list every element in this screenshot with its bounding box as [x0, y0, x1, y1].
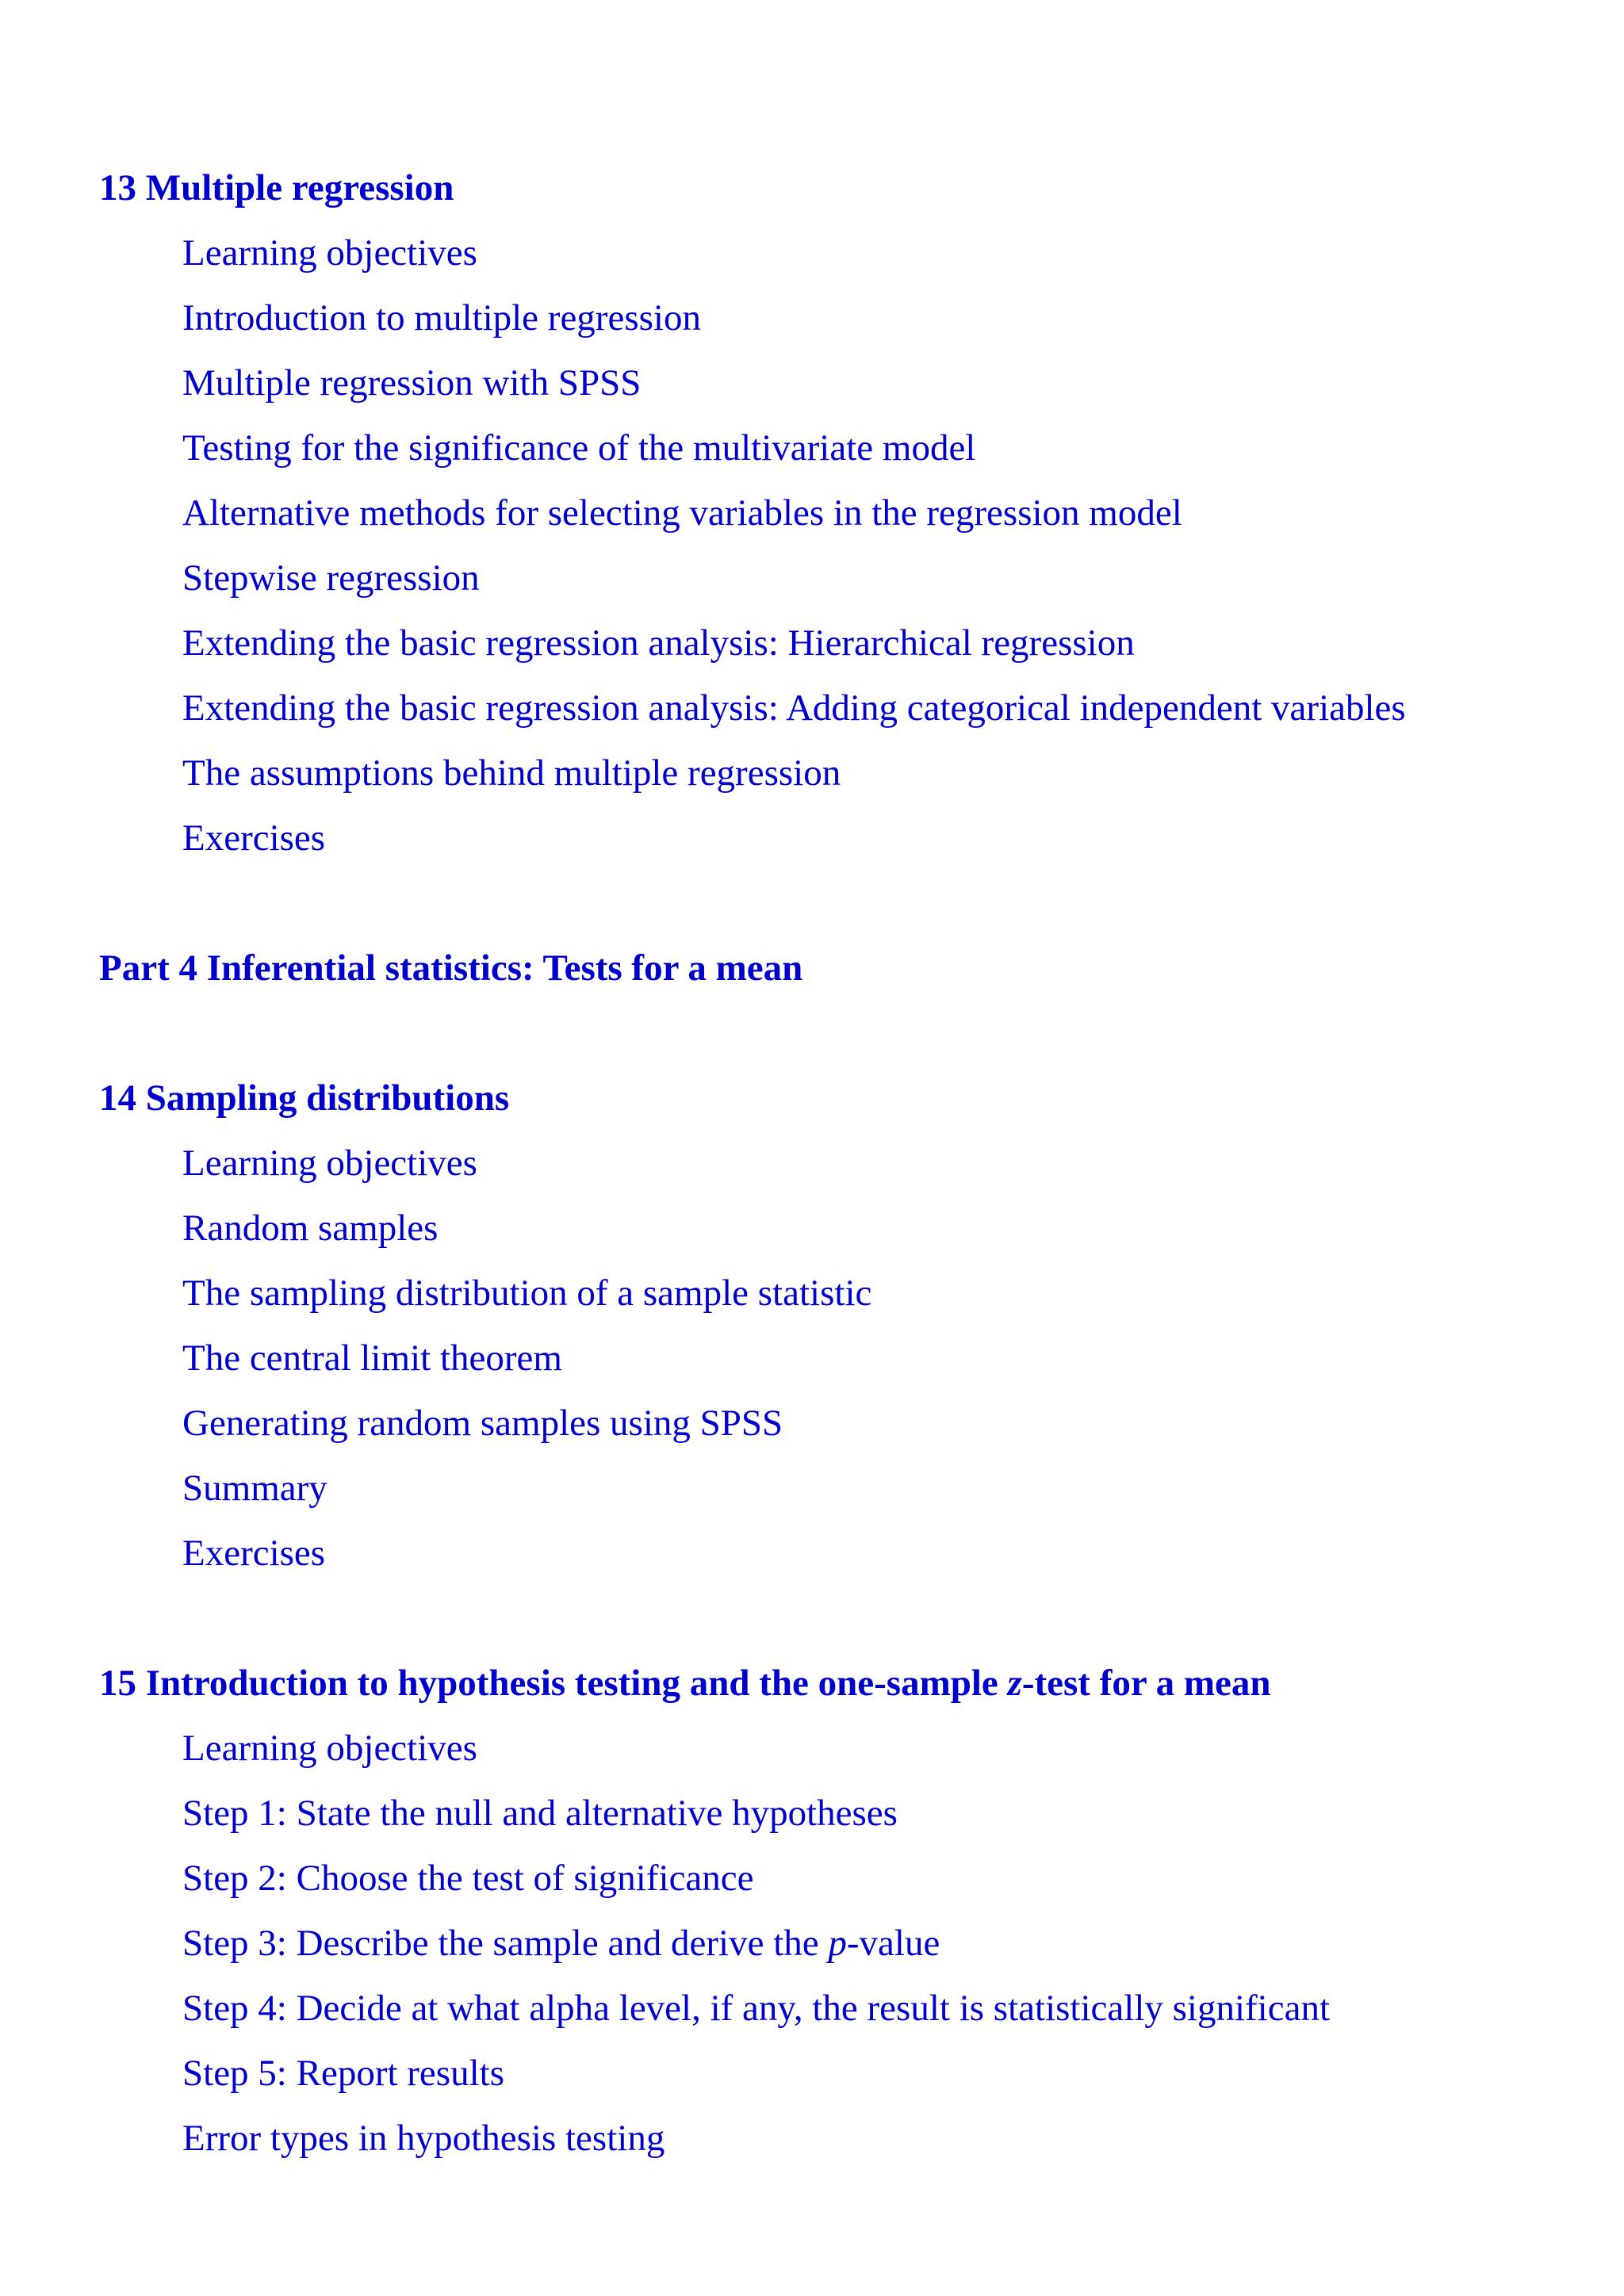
toc-entry[interactable]: Extending the basic regression analysis: Hierarchical regression	[182, 622, 1135, 664]
chapter-15-heading[interactable]	[99, 1651, 1590, 1716]
chapter-13-heading[interactable]: 13 Multiple regression	[99, 167, 454, 209]
toc-entry[interactable]: Step 4: Decide at what alpha level, if any, the result is statistically significant	[182, 1988, 1331, 2029]
toc-entry[interactable]: The central limit theorem	[182, 1337, 562, 1379]
toc-entry[interactable]: Step 2: Choose the test of significance	[182, 1858, 754, 1899]
toc-entry-step-3[interactable]	[99, 1911, 1590, 1976]
step-3-suffix: -value	[846, 1923, 940, 1964]
chapter-15-title-prefix: 15 Introduction to hypothesis testing and the one-sample	[99, 1663, 1008, 1704]
part-4-heading[interactable]: Part 4 Inferential statistics: Tests for a mean	[99, 947, 803, 989]
toc-entry[interactable]: Summary	[182, 1468, 327, 1509]
spacer	[99, 1586, 1590, 1651]
toc-entry[interactable]: Generating random samples using SPSS	[182, 1402, 783, 1444]
table-of-contents	[99, 155, 1590, 2171]
toc-entry[interactable]: The assumptions behind multiple regression	[182, 752, 841, 794]
toc-entry[interactable]: Step 1: State the null and alternative hypotheses	[182, 1793, 898, 1834]
toc-entry[interactable]: Introduction to multiple regression	[182, 297, 701, 339]
toc-entry[interactable]: Learning objectives	[182, 232, 477, 274]
chapter-14-heading[interactable]: 14 Sampling distributions	[99, 1077, 510, 1119]
toc-entry[interactable]: Step 5: Report results	[182, 2053, 504, 2094]
toc-entry[interactable]: Random samples	[182, 1207, 439, 1249]
toc-entry[interactable]: Multiple regression with SPSS	[182, 362, 642, 404]
toc-entry[interactable]: Stepwise regression	[182, 557, 480, 599]
toc-entry[interactable]: Testing for the significance of the multivariate model	[182, 427, 976, 469]
spacer	[99, 871, 1590, 936]
step-3-italic: p	[828, 1923, 847, 1964]
toc-entry[interactable]: Extending the basic regression analysis: Adding categorical independent variables	[182, 687, 1406, 729]
toc-entry[interactable]: Exercises	[182, 817, 326, 859]
spacer	[99, 1001, 1590, 1066]
toc-entry[interactable]: The sampling distribution of a sample statistic	[182, 1272, 872, 1314]
toc-entry[interactable]: Error types in hypothesis testing	[182, 2118, 665, 2159]
chapter-15-title-italic: z	[1007, 1663, 1022, 1704]
chapter-15-title-suffix: -test for a mean	[1021, 1663, 1271, 1704]
step-3-prefix: Step 3: Describe the sample and derive the	[182, 1923, 829, 1964]
toc-entry[interactable]: Learning objectives	[182, 1142, 477, 1184]
toc-entry[interactable]: Exercises	[182, 1533, 326, 1574]
toc-entry[interactable]: Alternative methods for selecting variables in the regression model	[182, 492, 1182, 534]
toc-entry[interactable]: Learning objectives	[182, 1728, 477, 1769]
